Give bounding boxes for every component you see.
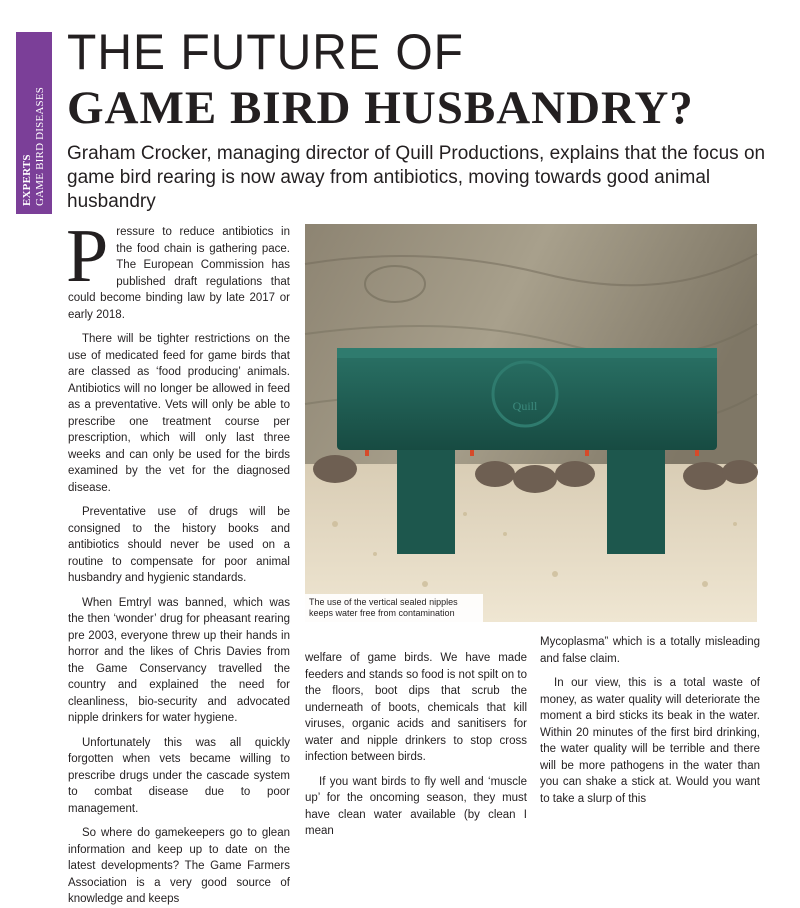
paragraph: Preventative use of drugs will be consigned to the history books and antibiotics should never be used on a routine to compensate for poor animal husbandry and hygienic standards.: [68, 506, 290, 584]
section-tab-text: [16, 32, 52, 214]
article-column-2: [305, 650, 527, 837]
paragraph: If you want birds to fly well and ‘muscle up’ for the oncoming season, they must have clean water available (by clean I mean: [305, 775, 527, 837]
drop-cap: P: [66, 214, 109, 298]
paragraph: When Emtryl was banned, which was the then ‘wonder’ drug for pheasant rearing pre 2003, everyone threw up their hands in horror and the likes of Chris Davies from the Game Conservancy travelled the country and explained the need for cleanliness, bio-security and advocated nipple drinkers for water hygiene.: [68, 596, 290, 724]
drinker-photo-illustration: [305, 224, 757, 622]
standfirst: Graham Crocker, managing director of Quill Productions, explains that the focus on game bird rearing is now away from antibiotics, moving towards good animal husbandry: [67, 143, 766, 212]
headline-line-1: THE FUTURE OF: [67, 24, 464, 81]
headline-line-2: GAME BIRD HUSBANDRY?: [67, 82, 694, 134]
article-column-1: [66, 214, 290, 905]
article-photo: [305, 224, 757, 622]
section-label-experts: EXPERTS: [21, 154, 33, 206]
paragraph: So where do gamekeepers go to glean information and keep up to date on the latest developments? The Game Farmers Association is a very good source of knowledge and keeps: [68, 827, 290, 905]
section-tab: [16, 32, 52, 214]
paragraph: Unfortunately this was all quickly forgotten when vets became willing to prescribe drugs under the cascade system to combat disease due to poor management.: [68, 736, 290, 815]
section-label-topic: GAME BIRD DISEASES: [34, 86, 46, 206]
paragraph: Mycoplasma” which is a totally misleading and false claim.: [540, 636, 760, 665]
paragraph: welfare of game birds. We have made feeders and stands so food is not spilt on to the floors, boot dips that scrub the underneath of boots, chemicals that kill viruses, organic acids and sanitisers for water and nipple drinkers to stop cross infection between birds.: [305, 652, 527, 763]
paragraph: In our view, this is a total waste of money, as water quality will deteriorate the moment a bird sticks its beak in the water. Within 20 minutes of the first bird drinking, the water quality will be terrible and there will be more pathogens in the water than you can shake a stick at. Would you want to take a slurp of this: [540, 677, 760, 805]
paragraph: Pressure to reduce antibiotics in the food chain is gathering pace. The European Commission has published draft regulations that could become binding law by late 2017 or early 2018.: [66, 214, 290, 321]
drinker-logo: Quill: [512, 399, 538, 413]
article-column-3: [540, 634, 760, 805]
photo-caption: The use of the vertical sealed nipples keeps water free from contamination: [305, 594, 483, 622]
paragraph: There will be tighter restrictions on the use of medicated feed for game birds that are classed as ‘food producing’ animals. Antibiotics will no longer be allowed in feed as a preventative. Vets will only be able to prescribe one treatment course per prescription, which will only last three weeks and can only be used for the birds examined by the vet for the diagnosed disease.: [68, 333, 290, 494]
